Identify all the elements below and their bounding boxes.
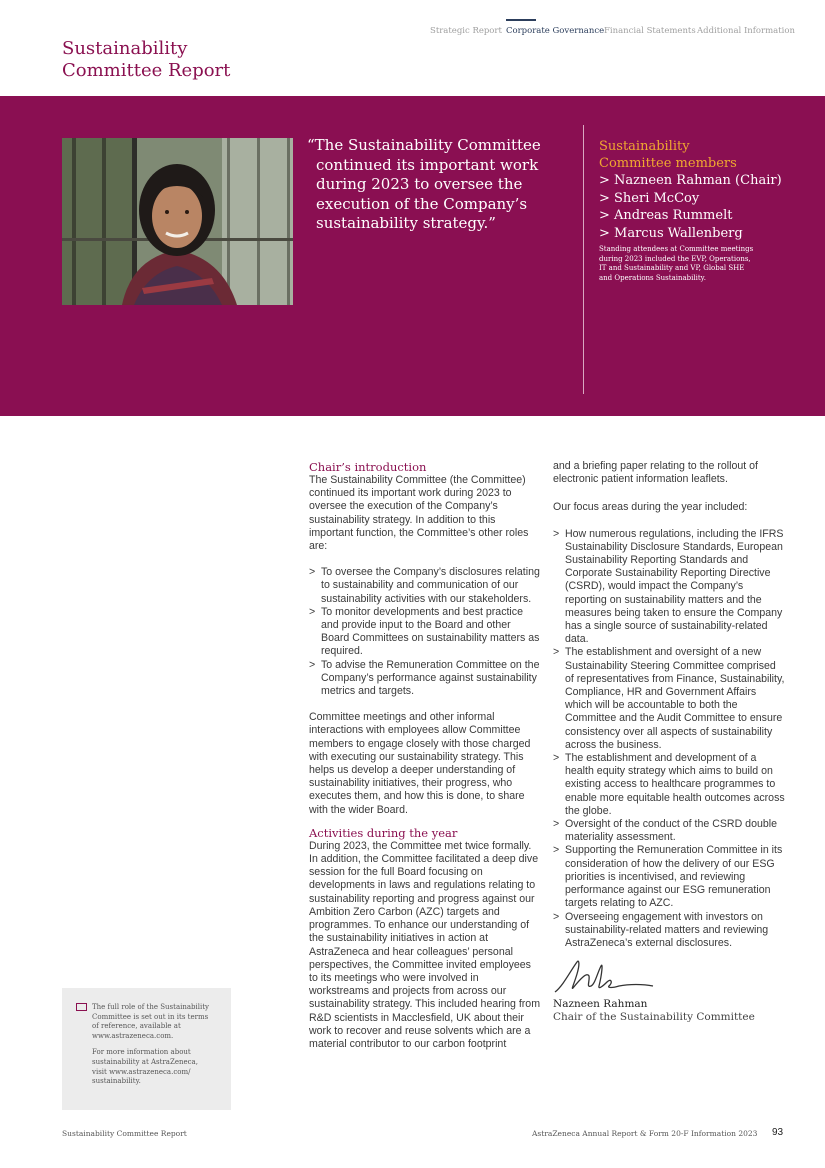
member-item: > Marcus Wallenberg (599, 225, 743, 241)
role-item: > To monitor developments and best practice and provide input to the Board and other Board Committees on sustainability matters as required. (309, 606, 541, 659)
focus-item: > The establishment and development of a health equity strategy which aims to build on existing access to healthcare programmes to enable more equitable health outcomes across the globe. (553, 752, 785, 818)
info-link-line[interactable]: sustainability. (92, 1077, 141, 1086)
members-title-line-2: Committee members (599, 156, 737, 171)
info-spacer (92, 1041, 222, 1048)
focus-item: > Overseeing engagement with investors on sustainability-related matters and reviewing AstraZeneca’s external disclosures. (553, 911, 785, 951)
focus-item: > The establishment and oversight of a new Sustainability Steering Committee comprised of representatives from Finance, Sustainability, Compliance, HR and Government Affairs which will be accountable to both the Committee and the Audit Committee to ensure consistency over all aspects of sustainability across the business. (553, 646, 785, 752)
chair-portrait-photo (62, 138, 293, 305)
info-line: of reference, available at (92, 1022, 181, 1031)
focus-intro: Our focus areas during the year included: (553, 501, 748, 514)
page-title-line-1: Sustainability (62, 38, 188, 59)
member-item: > Nazneen Rahman (Chair) (599, 173, 782, 188)
committee-members-panel (599, 138, 799, 283)
focus-item: > How numerous regulations, including the IFRS Sustainability Disclosure Standards, European Sustainability Reporting Standards and Corporate Sustainability Reporting Directive (CSRD), would impact the Company’s reporting on sustainability matters and the measures being taken to ensure the Company has a single source of sustainability-related data. (553, 528, 785, 647)
intro-paragraph: The Sustainability Committee (the Committee) continued its important work during 2023 to oversee the execution of the Company’s sustainability strategy. In addition to this important function, the Committee’s other roles are: (309, 474, 529, 553)
attendees-line: and Operations Sustainability. (599, 273, 706, 282)
quote-line: sustainability strategy.” (316, 214, 496, 232)
nav-active-indicator (506, 19, 536, 21)
focus-item: > Oversight of the conduct of the CSRD double materiality assessment. (553, 818, 785, 844)
document-icon (76, 1003, 87, 1011)
activities-paragraph: During 2023, the Committee met twice formally. In addition, the Committee facilitated a deep dive session for the full Board focusing on developments in laws and regulations relating to sustainability reporting and progress against our Ambition Zero Carbon (AZC) targets and programmes. To enhance our understanding of the sustainability initiatives in action at AstraZeneca and hear colleagues’ personal perspectives, the Committee invited employees to its meetings who were involved in workstreams and projects from across our sustainability strategy. This included hearing from R&D scientists in Macclesfield, UK about their work to recover and reuse solvents which are a material contributor to our carbon footprint (309, 839, 541, 1050)
nav-additional-information[interactable]: Additional Information (697, 26, 795, 36)
continuation-paragraph: and a briefing paper relating to the rollout of electronic patient information leaflets. (553, 460, 758, 486)
pull-quote (307, 136, 547, 234)
body-column-2 (553, 460, 785, 1024)
members-list (599, 172, 799, 242)
activities-heading: Activities during the year (309, 825, 458, 840)
role-item: > To advise the Remuneration Committee on the Company’s performance against sustainability metrics and targets. (309, 659, 541, 699)
quote-line: “The Sustainability Committee (307, 136, 541, 154)
signature (553, 956, 673, 998)
info-line: Committee is set out in its terms (92, 1012, 209, 1021)
nav-strategic-report[interactable]: Strategic Report (430, 26, 502, 36)
page-title (62, 38, 230, 82)
info-link-line[interactable]: visit www.astrazeneca.com/ (92, 1067, 191, 1076)
chairs-introduction-heading: Chair’s introduction (309, 460, 427, 474)
info-line: For more information about (92, 1048, 191, 1057)
quote-line: execution of the Company’s (316, 194, 528, 213)
role-item: > To oversee the Company’s disclosures relating to sustainability and communication of our sustainability activities with our stakeholders. (309, 566, 541, 606)
focus-item: > Supporting the Remuneration Committee in its consideration of how the delivery of our ESG priorities is incentivised, and reviewing performance against our ESG remuneration targets relating to AZC. (553, 844, 785, 910)
page-title-line-2: Committee Report (62, 60, 231, 81)
banner-divider (583, 125, 584, 394)
body-column-1 (309, 460, 541, 1051)
attendees-line: Standing attendees at Committee meetings (599, 245, 754, 253)
nav-financial-statements[interactable]: Financial Statements (604, 26, 696, 36)
info-link-line[interactable]: www.astrazeneca.com. (92, 1031, 174, 1040)
standing-attendees-note (599, 245, 799, 283)
quote-line: during 2023 to oversee the (316, 175, 523, 193)
signatory-role: Chair of the Sustainability Committee (553, 1011, 755, 1024)
attendees-line: during 2023 included the EVP, Operations, (599, 254, 751, 263)
meetings-paragraph: Committee meetings and other informal interactions with employees allow Committee members to engage closely with those charged with executing our sustainability strategy. This helps us develop a deeper understanding of sustainability initiatives, their progress, who executes them, and how this is done, to share with the wider Board. (309, 711, 531, 816)
member-item: > Sheri McCoy (599, 190, 700, 206)
members-title-line-1: Sustainability (599, 139, 690, 154)
committee-roles-list (309, 566, 541, 698)
focus-areas-list (553, 528, 785, 951)
signatory-name: Nazneen Rahman (553, 998, 648, 1011)
reference-info-box (62, 988, 231, 1110)
info-line: sustainability at AstraZeneca, (92, 1057, 198, 1066)
attendees-line: IT and Sustainability and VP, Global SHE (599, 264, 745, 272)
hero-banner (0, 96, 825, 416)
info-line: The full role of the Sustainability (92, 1003, 210, 1011)
footer-section-title: Sustainability Committee Report (62, 1129, 187, 1138)
footer-report-title: AstraZeneca Annual Report & Form 20-F Information 2023 (532, 1129, 758, 1138)
signature-graphic (553, 956, 673, 998)
portrait-illustration (62, 138, 293, 305)
nav-corporate-governance[interactable]: Corporate Governance (506, 26, 605, 36)
page-number: 93 (772, 1127, 784, 1138)
quote-line: continued its important work (316, 155, 539, 174)
member-item: > Andreas Rummelt (599, 208, 733, 223)
reference-info-text (92, 1003, 222, 1087)
